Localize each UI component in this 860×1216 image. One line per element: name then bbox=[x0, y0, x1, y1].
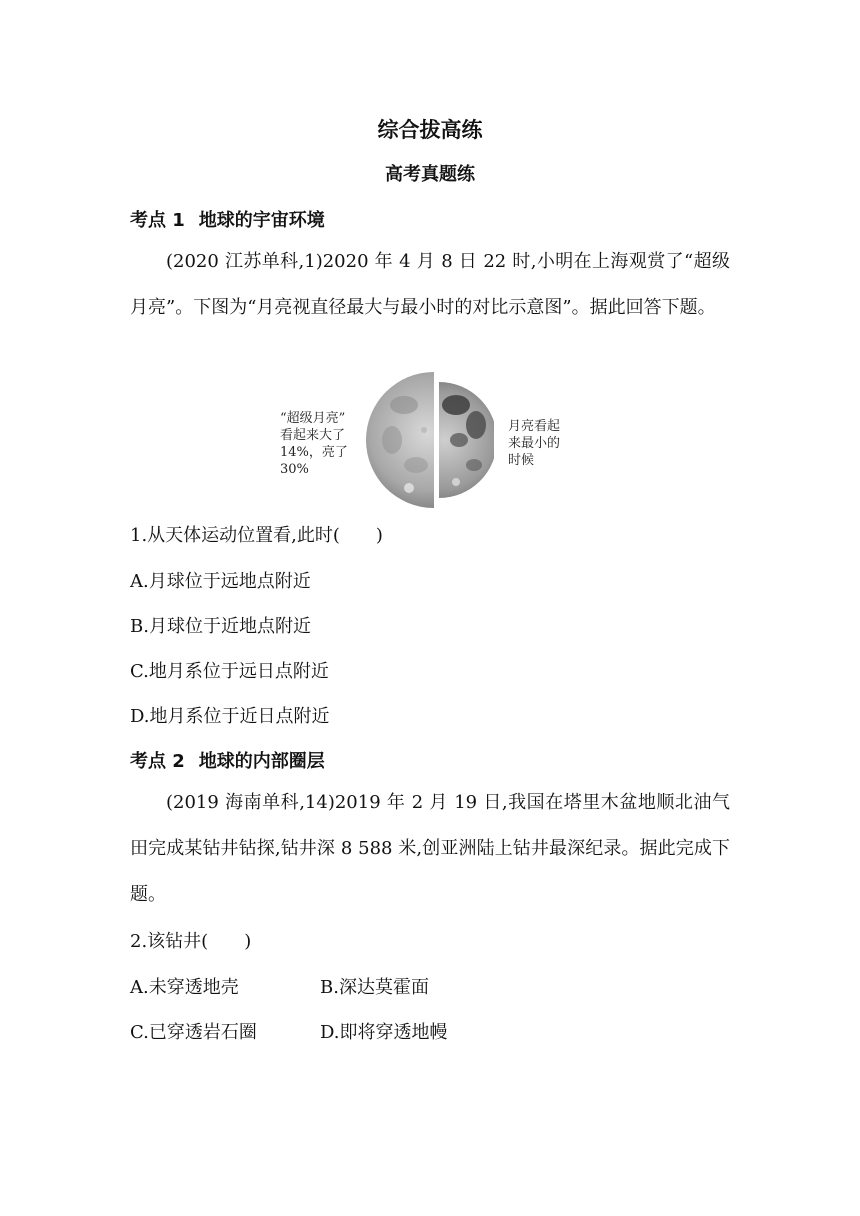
question-1-option-a: A.月球位于远地点附近 bbox=[130, 571, 311, 592]
page-title: 综合拔高练 bbox=[377, 118, 483, 142]
section-number: 考点 1 bbox=[130, 210, 185, 231]
question-1-intro: (2020 江苏单科,1)2020 年 4 月 8 日 22 时,小明在上海观赏了“超级月亮”。下图为“月亮视直径最大与最小时的对比示意图”。据此回答下题。 bbox=[130, 251, 730, 318]
question-2-option-d: D.即将穿透地幔 bbox=[320, 1022, 448, 1043]
section-name: 地球的宇宙环境 bbox=[198, 210, 325, 231]
section-heading-1 bbox=[130, 206, 325, 232]
section-heading-2 bbox=[130, 747, 325, 773]
question-2-stem: 2.该钻井( ) bbox=[130, 931, 252, 952]
moon-comparison-figure bbox=[280, 370, 590, 510]
question-2-option-b: B.深达莫霍面 bbox=[320, 977, 429, 998]
moon-image bbox=[364, 370, 494, 510]
question-2-option-c: C.已穿透岩石圈 bbox=[130, 1022, 257, 1043]
section-number: 考点 2 bbox=[130, 751, 185, 772]
left-caption: “超级月亮” 看起来大了 14%，亮了 30% bbox=[280, 411, 348, 477]
question-2-option-a: A.未穿透地壳 bbox=[130, 977, 239, 998]
right-caption: 月亮看起 来最小的 时候 bbox=[508, 419, 561, 468]
section-name: 地球的内部圈层 bbox=[198, 751, 325, 772]
question-1-option-c: C.地月系位于远日点附近 bbox=[130, 661, 329, 682]
question-1-option-d: D.地月系位于近日点附近 bbox=[130, 706, 330, 727]
question-1-option-b: B.月球位于近地点附近 bbox=[130, 616, 311, 637]
question-2-intro: (2019 海南单科,14)2019 年 2 月 19 日,我国在塔里木盆地顺北油气田完成某钻井钻探,钻井深 8 588 米,创亚洲陆上钻井最深纪录。据此完成下题。 bbox=[130, 792, 730, 905]
question-1-stem: 1.从天体运动位置看,此时( ) bbox=[130, 525, 383, 546]
page-subtitle: 高考真题练 bbox=[385, 164, 475, 185]
